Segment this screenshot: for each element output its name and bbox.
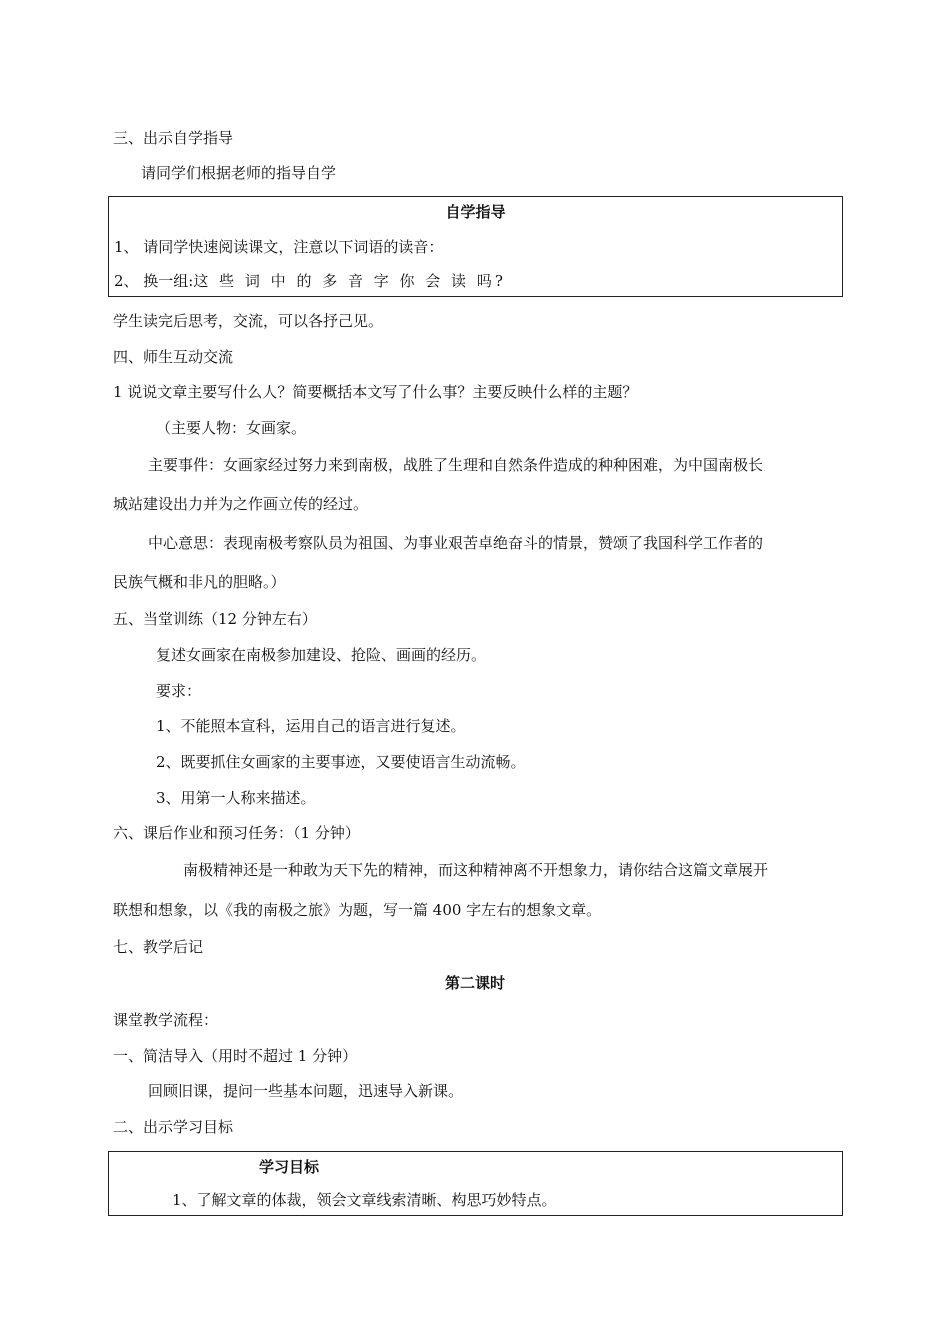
flow-title: 课堂教学流程：	[113, 1011, 219, 1029]
sec5-requirement-2: 2、既要抓住女画家的主要事迹，又要使语言生动流畅。	[156, 753, 526, 771]
sec6-body-line-2: 联想和想象，以《我的南极之旅》为题，写一篇 400 字左右的想象文章。	[113, 901, 602, 919]
self-study-guide-line-1: 1、 请同学快速阅读课文，注意以下词语的读音：	[114, 238, 444, 256]
lesson-2-sec1-body: 回顾旧课，提问一些基本问题，迅速导入新课。	[148, 1082, 464, 1100]
sec4-title: 四、师生互动交流	[113, 348, 234, 366]
after-box-text: 学生读完后思考，交流，可以各抒己见。	[113, 312, 384, 330]
sec7-title: 七、教学后记	[113, 938, 204, 956]
sec5-requirement-3: 3、用第一人称来描述。	[156, 789, 316, 807]
answer-event-line-1: 主要事件：女画家经过努力来到南极，战胜了生理和自然条件造成的种种困难，为中国南极长	[148, 456, 764, 474]
sec3-intro: 请同学们根据老师的指导自学	[141, 164, 337, 182]
sec5-title: 五、当堂训练（12 分钟左右）	[113, 610, 317, 628]
learning-goals-line-1: 1、了解文章的体裁，领会文章线索清晰、构思巧妙特点。	[172, 1191, 557, 1209]
learning-goals-title: 学习目标	[259, 1158, 320, 1176]
learning-goals-box	[108, 1151, 843, 1216]
question-1: 1 说说文章主要写什么人？简要概括本文写了什么事？主要反映什么样的主题？	[113, 383, 638, 401]
answer-person: （主要人物：女画家。	[156, 419, 307, 437]
answer-theme-line-1: 中心意思：表现南极考察队员为祖国、为事业艰苦卓绝奋斗的情景，赞颂了我国科学工作者的	[148, 534, 764, 552]
sec6-body-line-1: 南极精神还是一种敢为天下先的精神，而这种精神离不开想象力，请你结合这篇文章展开	[183, 861, 769, 879]
line-2-prefix: 2、 换一组:	[114, 272, 194, 290]
sec5-requirements: 要求：	[156, 682, 202, 700]
sec6-title: 六、课后作业和预习任务：（1 分钟）	[113, 824, 360, 842]
lesson-2-title: 第二课时	[444, 974, 505, 992]
sec3-title: 三、出示自学指导	[113, 129, 234, 147]
sec5-task: 复述女画家在南极参加建设、抢险、画画的经历。	[156, 646, 487, 664]
answer-theme-line-2: 民族气概和非凡的胆略。）	[113, 573, 286, 591]
self-study-guide-line-2	[114, 271, 506, 291]
sec5-requirement-1: 1、不能照本宣科，运用自己的语言进行复述。	[156, 717, 466, 735]
lesson-2-sec2-title: 二、出示学习目标	[113, 1118, 234, 1136]
self-study-guide-box	[108, 196, 843, 297]
self-study-guide-title: 自学指导	[445, 203, 506, 221]
lesson-2-sec1-title: 一、简洁导入（用时不超过 1 分钟）	[113, 1047, 358, 1065]
answer-event-line-2: 城站建设出力并为之作画立传的经过。	[113, 495, 369, 513]
line-2-rest: 这 些 词 中 的 多 音 字 你 会 读 吗?	[193, 272, 506, 290]
